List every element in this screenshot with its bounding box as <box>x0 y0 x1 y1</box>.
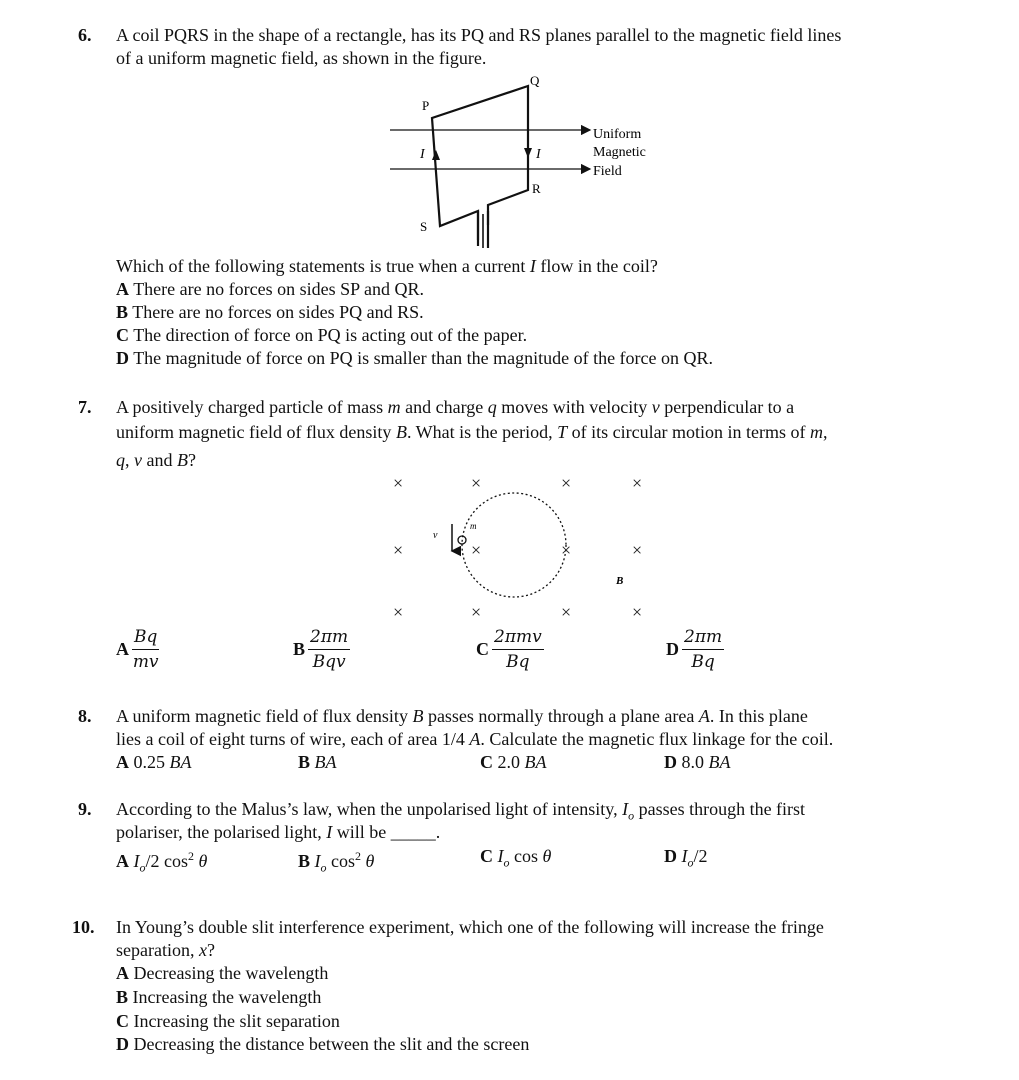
option-d[interactable]: D Decreasing the distance between the slit and the screen <box>116 1034 530 1054</box>
field-cross: × <box>632 540 643 560</box>
field-label: Magnetic <box>593 145 646 160</box>
option-a[interactable]: A 0.25 BA <box>116 752 192 772</box>
option-d[interactable]: D $\frac{2\pi m}{Bq}$ <box>666 627 723 672</box>
label-current: I <box>536 147 541 162</box>
field-cross: × <box>561 473 572 493</box>
question-number: 9. <box>78 799 92 819</box>
field-cross: × <box>393 540 404 560</box>
label-s: S <box>420 219 428 234</box>
field-cross: × <box>632 602 643 622</box>
field-cross: × <box>393 473 404 493</box>
question-stem: of a uniform magnetic field, as shown in the figure. <box>116 48 487 68</box>
current-arrow-up <box>432 150 440 160</box>
label-field: B <box>616 575 624 587</box>
question-number: 6. <box>78 25 92 45</box>
question-stem: A uniform magnetic field of flux density B passes normally through a plane area A. In this plane <box>116 706 808 726</box>
question-number: 10. <box>72 917 95 937</box>
question-stem: A coil PQRS in the shape of a rectangle, has its PQ and RS planes parallel to the magnetic field lines <box>116 25 842 45</box>
option-a[interactable]: A $I_o/2$ $\cos^2 \theta$ <box>116 849 208 875</box>
field-label: Field <box>593 164 622 179</box>
label-p: P <box>422 98 430 113</box>
field-cross: × <box>561 602 572 622</box>
question-prompt: Which of the following statements is true when a current I flow in the coil? <box>116 256 658 276</box>
question-stem: q, v and B? <box>116 450 196 470</box>
field-cross: × <box>471 473 482 493</box>
field-cross: × <box>632 473 643 493</box>
option-c[interactable]: C The direction of force on PQ is acting out of the paper. <box>116 325 528 345</box>
option-a[interactable]: A Decreasing the wavelength <box>116 963 329 983</box>
label-mass: m <box>470 521 477 531</box>
field-cross: × <box>471 540 482 560</box>
option-c[interactable]: C 2.0 BA <box>480 752 547 772</box>
option-b[interactable]: B Increasing the wavelength <box>116 987 322 1007</box>
field-cross: × <box>471 602 482 622</box>
answer-blank[interactable]: _____ <box>390 822 436 842</box>
option-b[interactable]: B $\frac{2\pi m}{\text{Bqv}}$ <box>293 627 349 672</box>
option-c[interactable]: C $\frac{\text{2πmv}}{Bq}$ <box>476 627 542 672</box>
question-stem: In Young’s double slit interference experiment, which one of the following will increase the fringe <box>116 917 824 937</box>
option-d[interactable]: D $I_o/2$ <box>664 846 708 870</box>
coil-field-diagram <box>380 68 670 253</box>
label-current: I <box>420 147 425 162</box>
field-cross: × <box>561 540 572 560</box>
label-q: Q <box>530 73 540 88</box>
field-cross: × <box>393 602 404 622</box>
label-r: R <box>532 181 541 196</box>
question-stem: lies a coil of eight turns of wire, each of area 1/4 A. Calculate the magnetic flux linkage for the coil. <box>116 729 834 749</box>
option-b[interactable]: B $I_o$ $\cos^2 \theta$ <box>298 849 375 875</box>
option-b[interactable]: B BA <box>298 752 337 772</box>
option-b[interactable]: B There are no forces on sides PQ and RS. <box>116 302 424 322</box>
question-stem: A positively charged particle of mass m and charge q moves with velocity v perpendicular to a <box>116 397 795 417</box>
option-c[interactable]: C Increasing the slit separation <box>116 1011 340 1031</box>
question-stem: uniform magnetic field of flux density B. What is the period, T of its circular motion in terms of m, <box>116 422 828 442</box>
option-a[interactable]: A There are no forces on sides SP and QR. <box>116 279 424 299</box>
option-c[interactable]: C $I_o$ cos θ <box>480 846 552 870</box>
label-velocity: v <box>433 530 438 541</box>
current-arrow-down <box>524 148 532 158</box>
option-a[interactable]: A $\frac{Bq}{mv}$ <box>116 627 159 672</box>
question-stem: According to the Malus’s law, when the unpolarised light of intensity, $I_o$ passes through the first <box>116 799 806 823</box>
option-d[interactable]: D 8.0 BA <box>664 752 731 772</box>
circular-motion-diagram <box>380 466 670 626</box>
field-label: Uniform <box>593 127 642 142</box>
question-stem: polariser, the polarised light, I will be _____. <box>116 822 441 842</box>
coil-outline <box>432 86 528 240</box>
question-number: 7. <box>78 397 92 417</box>
question-number: 8. <box>78 706 92 726</box>
option-d[interactable]: D The magnitude of force on PQ is smaller than the magnitude of the force on QR. <box>116 348 714 368</box>
question-stem: separation, x? <box>116 940 215 960</box>
